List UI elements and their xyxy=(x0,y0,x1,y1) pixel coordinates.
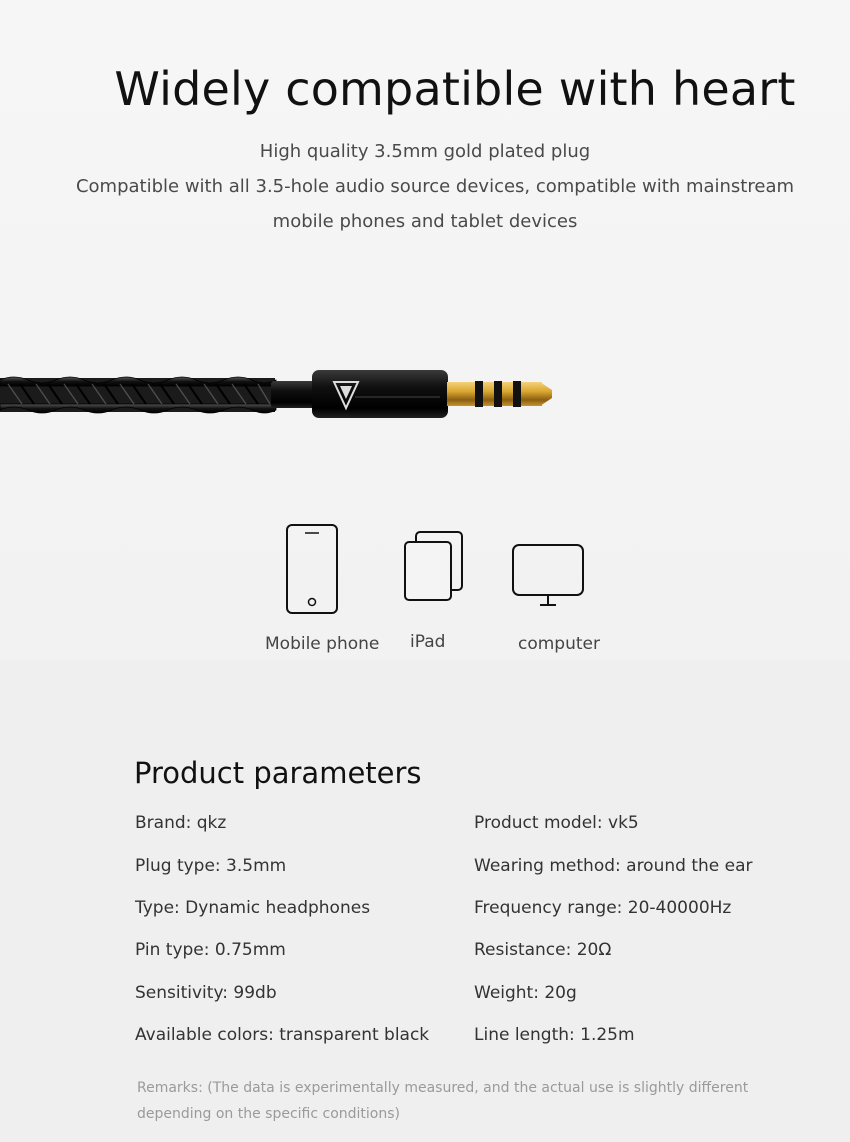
param-resistance: Resistance: 20Ω xyxy=(474,940,612,960)
device-mobile-phone xyxy=(285,522,341,620)
device-label-ipad: iPad xyxy=(410,632,446,652)
parameters-title: Product parameters xyxy=(134,756,422,790)
mobile-phone-icon xyxy=(285,522,341,616)
param-weight: Weight: 20g xyxy=(474,983,577,1003)
tablet-icon xyxy=(402,530,466,604)
monitor-icon xyxy=(511,542,587,608)
param-line-length: Line length: 1.25m xyxy=(474,1025,635,1045)
hero-title: Widely compatible with heart xyxy=(114,62,796,116)
param-pin-type: Pin type: 0.75mm xyxy=(135,940,286,960)
param-brand: Brand: qkz xyxy=(135,813,227,833)
remarks-note: Remarks: (The data is experimentally measured, and the actual use is slightly different depending on the specific conditions) xyxy=(137,1080,749,1122)
audio-plug-image xyxy=(0,350,850,440)
device-computer xyxy=(511,542,587,612)
param-wearing-method: Wearing method: around the ear xyxy=(474,856,753,876)
hero-subtitle-line-3: mobile phones and tablet devices xyxy=(272,211,578,232)
param-model: Product model: vk5 xyxy=(474,813,639,833)
device-label-computer: computer xyxy=(518,634,600,654)
hero-subtitle-line-1: High quality 3.5mm gold plated plug xyxy=(259,141,591,162)
param-sensitivity: Sensitivity: 99db xyxy=(135,983,277,1003)
twisted-cable xyxy=(0,377,276,413)
param-colors: Available colors: transparent black xyxy=(135,1025,430,1045)
param-type: Type: Dynamic headphones xyxy=(135,898,371,918)
param-frequency-range: Frequency range: 20-40000Hz xyxy=(474,898,732,918)
device-label-mobile-phone: Mobile phone xyxy=(265,634,380,654)
hero-subtitle-line-2: Compatible with all 3.5-hole audio source devices, compatible with mainstream xyxy=(75,176,795,197)
param-plug-type: Plug type: 3.5mm xyxy=(135,856,287,876)
device-ipad xyxy=(402,530,466,608)
